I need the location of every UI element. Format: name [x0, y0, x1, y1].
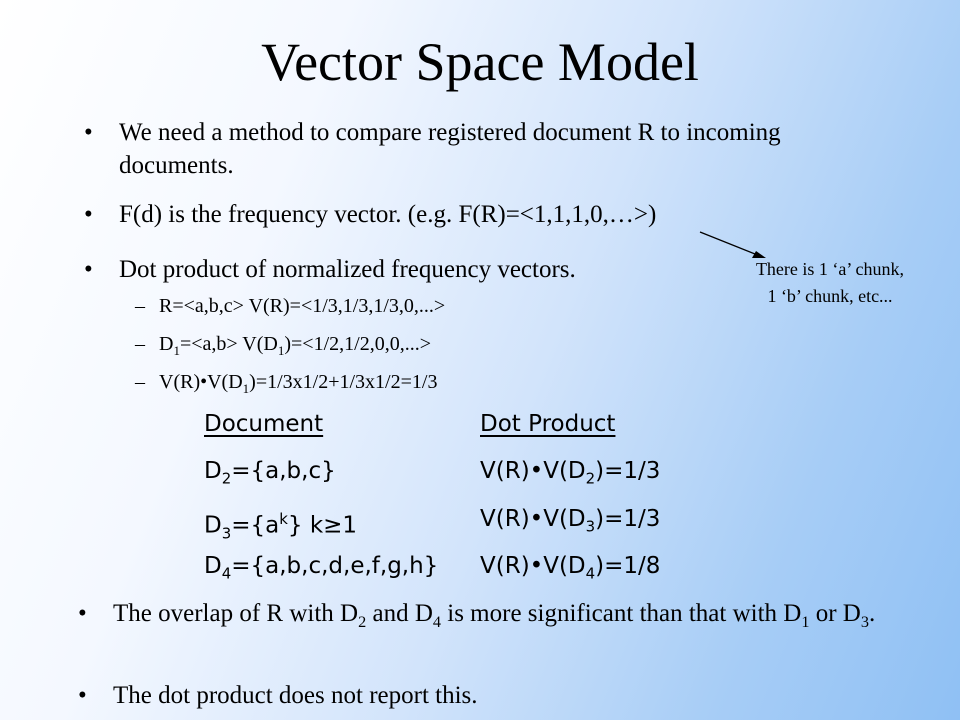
bullet-text: We need a method to compare registered document R to incoming documents. — [119, 119, 781, 179]
bullet-overlap-conclusion — [78, 597, 908, 639]
slide-title: Vector Space Model — [261, 32, 699, 92]
bullet-marker: • — [78, 600, 87, 627]
table-row-d3-document: $D_3=\{a^k\}$ k≥1 — [204, 510, 358, 543]
sub-item-dot-product-calc: – $V(R)•V(D_1)=1/3x1/2+1/3x1/2=1/3$ — [135, 371, 438, 396]
dash-marker: – — [135, 371, 145, 393]
bullet-marker: • — [84, 256, 93, 283]
table-row-d4-dot-product: $V(R)•V(D_4)=1/8$ — [480, 553, 661, 583]
table-row-d4-document: $D_4=\{a,b,c,d,e,f,g,h\}$ — [204, 553, 439, 583]
dash-marker: – — [135, 333, 145, 355]
table-row-d2-dot-product: $V(R)•V(D_2)=1/3$ — [480, 458, 661, 488]
bullet-marker: • — [84, 119, 93, 146]
table-header-dot-product: Dot Product — [480, 411, 616, 437]
table-row-d2-document: $D_2=\{a,b,c\}$ — [204, 458, 336, 488]
bullet-marker: • — [78, 682, 87, 709]
sub-item-d1-definition: – $D_1=<a,b> V(D_1)=<1/2,1/2,0,0,...>$ — [135, 333, 431, 358]
bullet-text: The overlap of R with $D_2$ and $D_4$ is more significant than that with $D_1$ or $D_3$. — [113, 600, 876, 631]
bullet-text: The dot product does not report this. — [113, 682, 478, 709]
sub-item-text: R=<a,b,c> V(R)=<1/3,1/3,1/3,0,...> — [159, 295, 446, 317]
bullet-dot-product-limitation — [78, 679, 908, 712]
dash-marker: – — [135, 295, 145, 317]
bullet-text: F(d) is the frequency vector. (e.g. F(R)=<1,1,1,0,…>) — [119, 201, 657, 228]
bullet-marker: • — [84, 201, 93, 228]
annotation-note: There is 1 ‘a’ chunk, 1 ‘b’ chunk, etc... — [755, 259, 905, 306]
table-row-d3-dot-product: $V(R)•V(D_3)=1/3$ — [480, 506, 661, 536]
table-header-document: Document — [204, 411, 324, 437]
bullet-text: Dot product of normalized frequency vectors. — [119, 256, 576, 283]
